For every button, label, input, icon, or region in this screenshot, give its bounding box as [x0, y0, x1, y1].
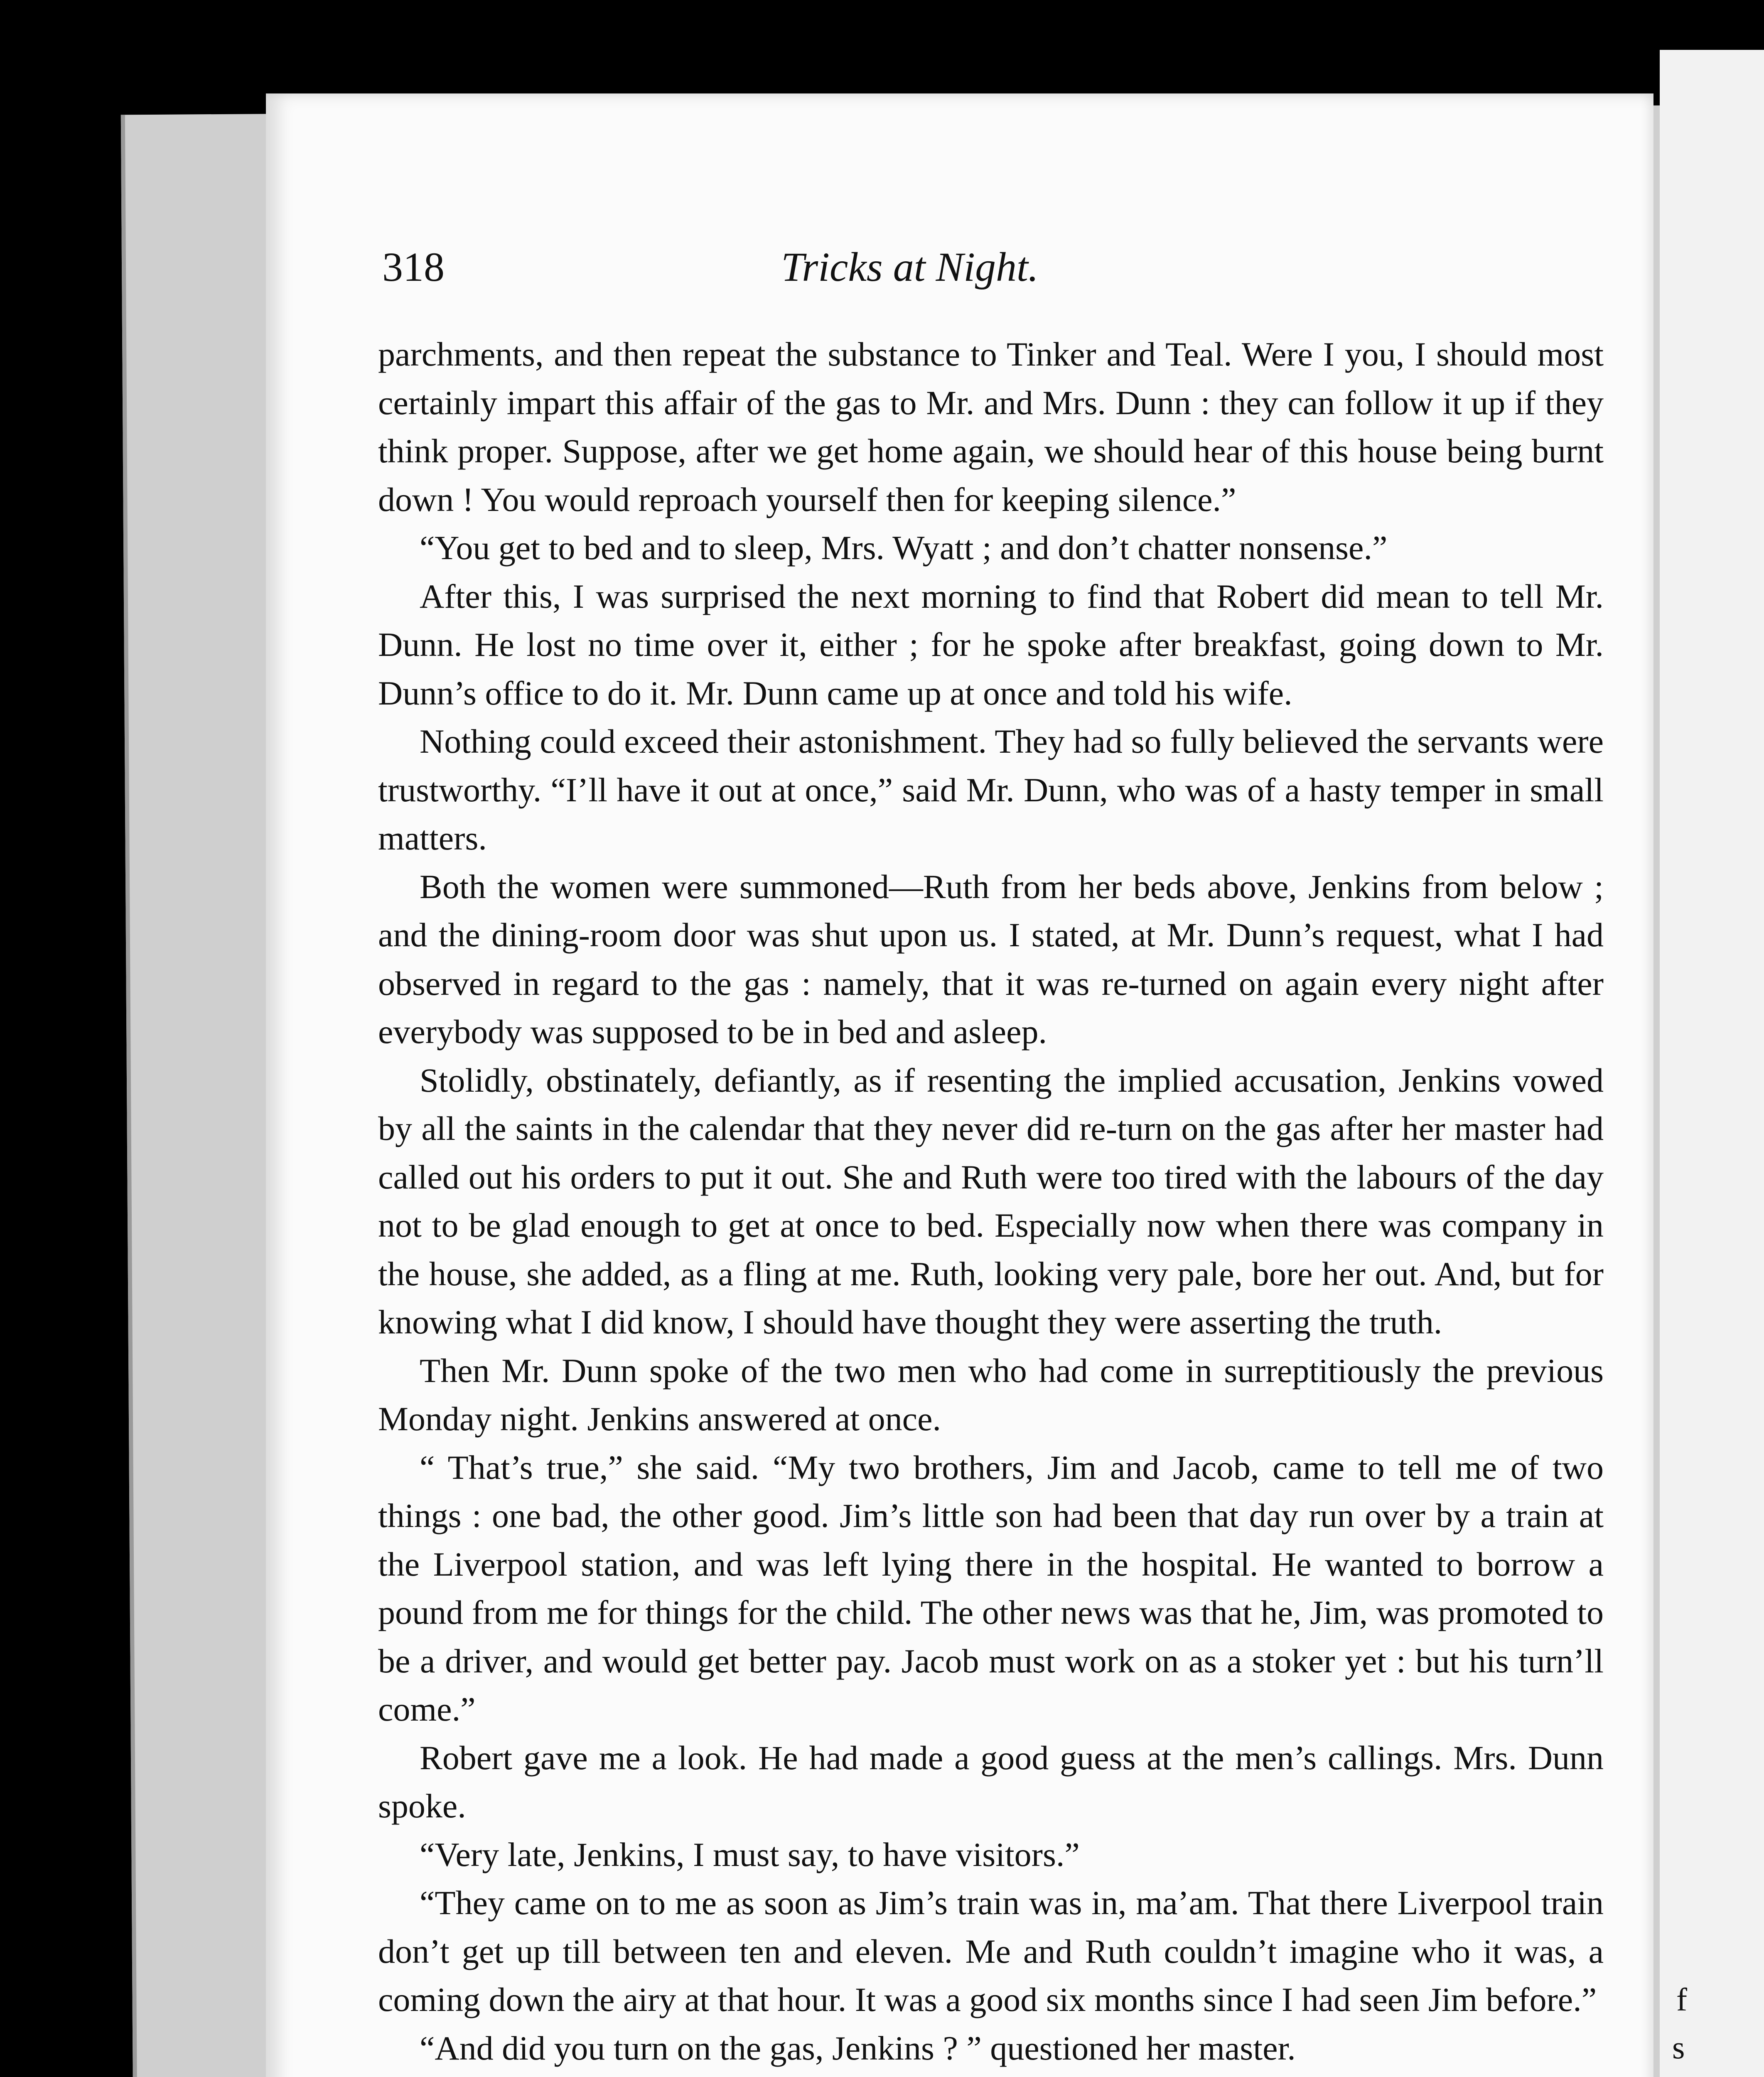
paragraph: “ That’s true,” she said. “My two brothers, Jim and Jacob, came to tell me of two things : one bad, the other good. Jim’s little son had been that day run over by a train at the Liverpool station, and was left lying there in the hospital. He wanted to borrow a pound from me for things for the child. The other news was that he, Jim, was promoted to be a driver, and would get better pay. Jacob must work on as a stoker yet : but his turn’ll come.” — [378, 1448, 1604, 1728]
running-title: Tricks at Night. — [781, 244, 1039, 290]
paragraph: Then Mr. Dunn spoke of the two men who had come in surreptitiously the previous Monday night. Jenkins answered at once. — [378, 1351, 1604, 1438]
page-number: 318 — [382, 244, 445, 290]
paragraph: Robert gave me a look. He had made a good guess at the men’s callings. Mrs. Dunn spoke. — [378, 1738, 1604, 1825]
paragraph: “And did you turn on the gas, Jenkins ? ” questioned her master. — [420, 2029, 1296, 2067]
paragraph: “You get to bed and to sleep, Mrs. Wyatt ; and don’t chatter nonsense.” — [420, 529, 1388, 567]
adjacent-page-sliver — [1660, 50, 1764, 2077]
body-text — [378, 330, 1604, 2077]
adjacent-page-fragment: f — [1676, 1981, 1687, 2018]
paragraph: “They came on to me as soon as Jim’s train was in, ma’am. That there Liverpool train don’t get up till between ten and eleven. Me and Ruth couldn’t imagine who it was, a coming down the airy at that hour. It was a good six months since I had seen Jim before.” — [378, 1884, 1604, 2018]
paragraph — [378, 2072, 1604, 2077]
book-page — [266, 93, 1653, 2077]
paragraph: Both the women were summoned—Ruth from her beds above, Jenkins from below ; and the dining-room door was shut upon us. I stated, at Mr. Dunn’s request, what I had observed in regard to the gas : namely, that it was re-turned on again every night after everybody was supposed to be in bed and asleep. — [378, 867, 1604, 1051]
adjacent-page-fragment: s — [1672, 2029, 1685, 2065]
paragraph: Stolidly, obstinately, defiantly, as if resenting the implied accusation, Jenkins vowed by all the saints in the calendar that they never did re-turn on the gas after her master had called out his orders to put it out. She and Ruth were too tired with the labours of the day not to be glad enough to get at once to bed. Especially now when there was company in the house, she added, as a fling at me. Ruth, looking very pale, bore her out. And, but for knowing what I did know, I should have thought they were asserting the truth. — [378, 1061, 1604, 1341]
paragraph: After this, I was surprised the next morning to find that Robert did mean to tell Mr. Dunn. He lost no time over it, either ; for he spoke after breakfast, going down to Mr. Dunn’s office to do it. Mr. Dunn came up at once and told his wife. — [378, 577, 1604, 712]
paragraph: Nothing could exceed their astonishment. They had so fully believed the servants were trustworthy. “I’ll have it out at once,” said Mr. Dunn, who was of a hasty temper in small matters. — [378, 722, 1604, 857]
page-header — [382, 243, 1437, 290]
paragraph: parchments, and then repeat the substance to Tinker and Teal. Were I you, I should most certainly impart this affair of the gas to Mr. and Mrs. Dunn : they can follow it up if they think proper. Suppose, after we get home again, we should hear of this house being burnt down ! You would reproach yourself then for keeping silence.” — [378, 335, 1604, 518]
paragraph: “Very late, Jenkins, I must say, to have visitors.” — [420, 1835, 1080, 1873]
